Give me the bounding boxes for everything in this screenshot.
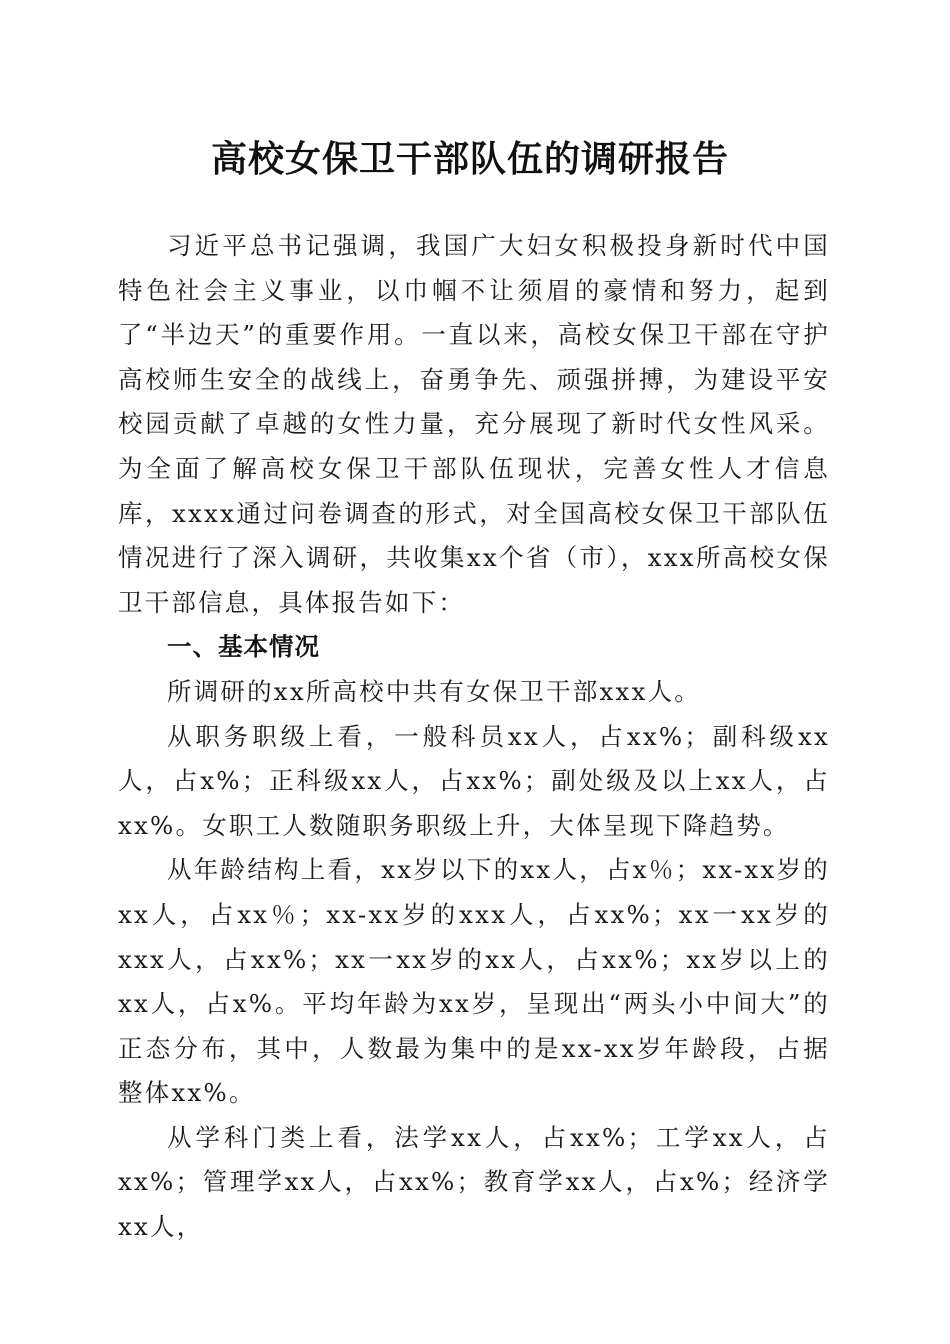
paragraph-discipline: 从学科门类上看，法学xx人，占xx%；工学xx人，占xx%；管理学xx人，占xx%；教育学xx人，占x%；经济学xx人， <box>118 1122 830 1242</box>
intro-paragraph: 习近平总书记强调，我国广大妇女积极投身新时代中国特色社会主义事业，以巾帼不让须眉的豪情和努力，起到了“半边天”的重要作用。一直以来，高校女保卫干部在守护高校师生安全的战线上，奋勇争先、顽强拼搏，为建设平安校园贡献了卓越的女性力量，充分展现了新时代女性风采。为全面了解高校女保卫干部队伍现状，完善女性人才信息库，xxxx通过问卷调查的形式，对全国高校女保卫干部队伍情况进行了深入调研，共收集xx个省（市），xxx所高校女保卫干部信息，具体报告如下： <box>118 231 830 617</box>
paragraph-job-level: 从职务职级上看，一般科员xx人，占xx%；副科级xx人，占x%；正科级xx人，占xx%；副处级及以上xx人，占xx%。女职工人数随职务职级上升，大体呈现下降趋势。 <box>118 721 830 840</box>
document-title: 高校女保卫干部队伍的调研报告 <box>210 138 729 180</box>
section-heading-basic-situation: 一、基本情况 <box>167 632 320 662</box>
paragraph-total-count: 所调研的xx所高校中共有女保卫干部xxx人。 <box>167 676 701 706</box>
document-body <box>118 224 830 1250</box>
paragraph-age-structure: 从年龄结构上看，xx岁以下的xx人，占x％；xx-xx岁的xx人，占xx％；xx-xx岁的xxx人，占xx%；xx一xx岁的xxx人，占xx%；xx一xx岁的xx人，占xx%；xx岁以上的xx人，占x%。平均年龄为xx岁，呈现出“两头小中间大”的正态分布，其中，人数最为集中的是xx-xx岁年龄段，占据整体xx%。 <box>118 855 830 1108</box>
